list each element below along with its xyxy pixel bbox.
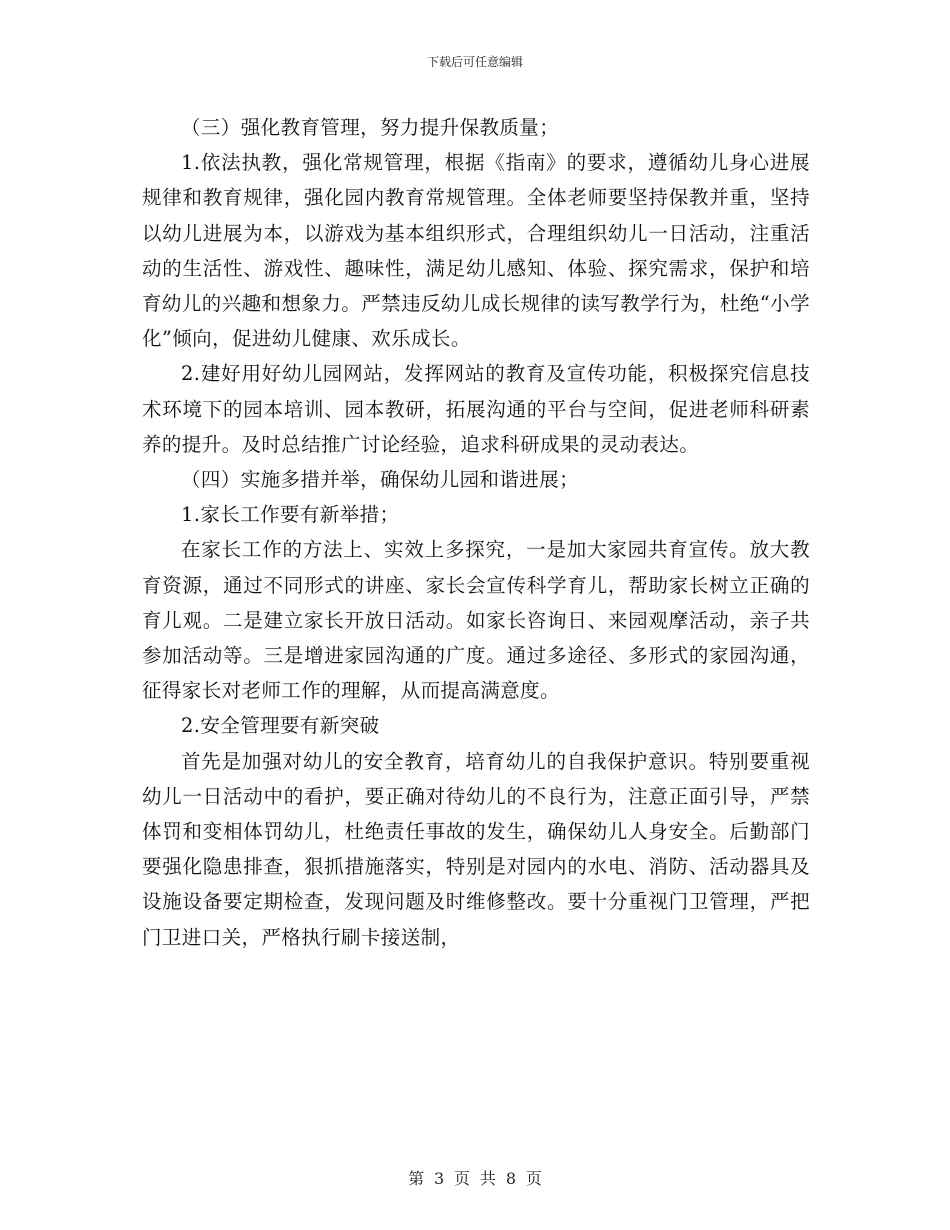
section-heading-four: （四）实施多措并举，确保幼儿园和谐进展； [181, 468, 580, 492]
subheading-safety: 2.安全管理要有新突破 [181, 714, 380, 738]
paragraph-teaching-routine: 1.依法执教，强化常规管理，根据《指南》的要求，遵循幼儿身心进展规律和教育规律，强化园内教育常规管理。全体老师要坚持保教并重，坚持以幼儿进展为本，以游戏为基本组织形式，合理组织幼儿一日活动，注重活动的生活性、游戏性、趣味性，满足幼儿感知、体验、探究需求，保护和培育幼儿的兴趣和想象力。严禁违反幼儿成长规律的读写教学行为，杜绝“小学化”倾向，促进幼儿健康、欢乐成长。 [142, 151, 810, 351]
section-heading-three: （三）强化教育管理，努力提升保教质量； [181, 116, 560, 139]
page-header-note: 下载后可任意编辑 [426, 55, 523, 69]
page-number: 第 3 页 共 8 页 [408, 1169, 542, 1188]
subheading-parent-work: 1.家长工作要有新举措； [181, 503, 400, 527]
paragraph-parent-work: 在家长工作的方法上、实效上多探究，一是加大家园共育宣传。放大教育资源，通过不同形式的讲座、家长会宣传科学育儿，帮助家长树立正确的育儿观。二是建立家长开放日活动。如家长咨询日、来园观摩活动，亲子共参加活动等。三是增进家园沟通的广度。通过多途径、多形式的家园沟通，征得家长对老师工作的理解，从而提高满意度。 [142, 538, 810, 703]
paragraph-safety: 首先是加强对幼儿的安全教育，培育幼儿的自我保护意识。特别要重视幼儿一日活动中的看护，要正确对待幼儿的不良行为，注意正面引导，严禁体罚和变相体罚幼儿，杜绝责任事故的发生，确保幼儿人身安全。后勤部门要强化隐患排查，狠抓措施落实，特别是对园内的水电、消防、活动器具及设施设备要定期检查，发现问题及时维修整改。要十分重视门卫管理，严把门卫进口关，严格执行刷卡接送制， [142, 749, 810, 949]
document-body [142, 110, 810, 955]
paragraph-website: 2.建好用好幼儿园网站，发挥网站的教育及宣传功能，积极探究信息技术环境下的园本培训、园本教研，拓展沟通的平台与空间，促进老师科研素养的提升。及时总结推广讨论经验，追求科研成果的灵动表达。 [142, 362, 810, 456]
